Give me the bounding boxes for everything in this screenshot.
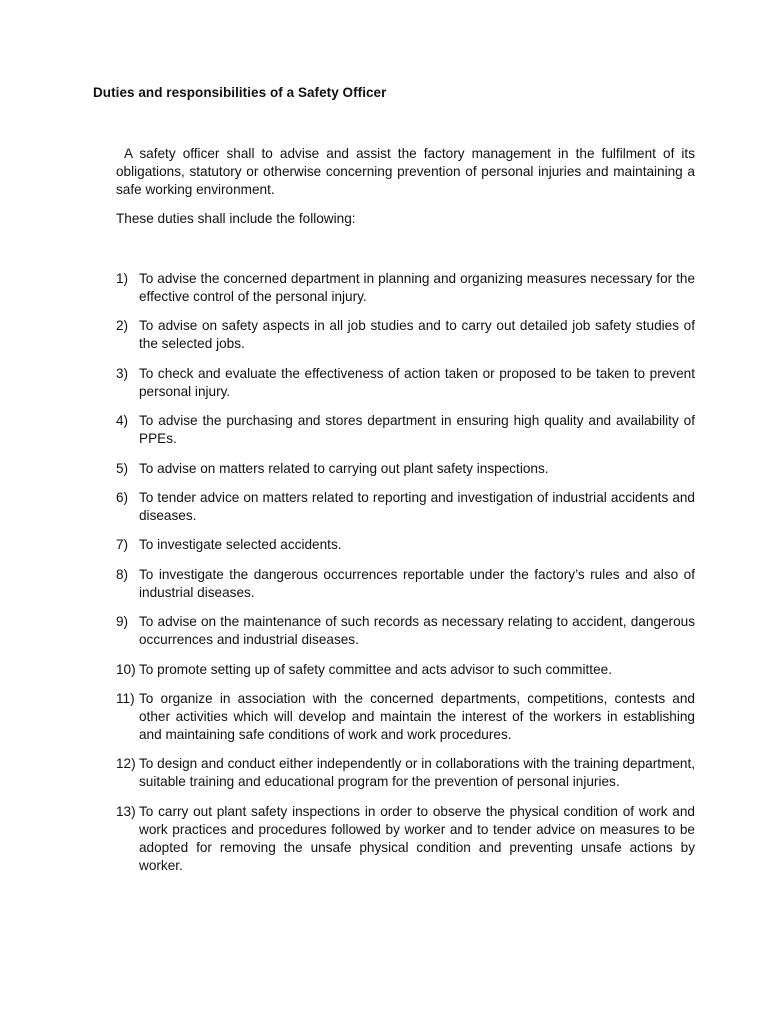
list-item-number: 6) <box>116 489 129 505</box>
list-item <box>116 803 695 875</box>
list-item-text: To advise the concerned department in planning and organizing measures necessary for the effective control of the personal injury. <box>139 271 695 304</box>
list-item-number: 7) <box>116 537 129 553</box>
list-item-number: 12) <box>116 756 136 772</box>
list-item <box>116 613 695 649</box>
list-item-text: To check and evaluate the effectiveness of action taken or proposed to be taken to prevent personal injury. <box>139 365 695 399</box>
list-item-text: To organize in association with the concerned departments, competitions, contests and other activities which will develop and maintain the interest of the workers in establishing and maintaining safe conditions of work and work procedures. <box>139 690 695 742</box>
list-item-text: To investigate the dangerous occurrences reportable under the factory’s rules and also of industrial diseases. <box>139 566 695 600</box>
intro-paragraph: A safety officer shall to advise and assist the factory management in the fulfilment of its obligations, statutory or otherwise concerning prevention of personal injuries and maintaining a safe working environment. <box>116 146 695 197</box>
list-item <box>116 690 695 744</box>
list-item <box>116 460 695 478</box>
list-item-text: To promote setting up of safety committee and acts advisor to such committee. <box>139 661 612 677</box>
list-item-number: 4) <box>116 413 129 429</box>
list-item <box>116 661 695 679</box>
list-item-text: To advise on the maintenance of such records as necessary relating to accident, dangerous occurrences and industrial diseases. <box>139 614 695 648</box>
list-item-number: 1) <box>116 271 129 286</box>
list-item-text: To advise on safety aspects in all job studies and to carry out detailed job safety studies of the selected jobs. <box>139 318 695 352</box>
list-item-text: To investigate selected accidents. <box>139 537 342 553</box>
list-item-number: 9) <box>116 614 129 630</box>
list-item <box>116 365 695 401</box>
list-item-text: To advise the purchasing and stores department in ensuring high quality and availability of PPEs. <box>139 413 695 447</box>
list-item <box>116 412 695 448</box>
list-item-number: 2) <box>116 318 129 334</box>
list-item <box>116 489 695 525</box>
list-item-text: To advise on matters related to carrying out plant safety inspections. <box>139 460 549 476</box>
list-item-number: 5) <box>116 460 129 476</box>
lead-paragraph: These duties shall include the following: <box>116 211 356 226</box>
list-item <box>116 536 695 554</box>
list-item <box>116 755 695 791</box>
list-item-text: To design and conduct either independently or in collaborations with the training department, suitable training and educational program for the prevention of personal injuries. <box>139 756 695 790</box>
list-item-text: To carry out plant safety inspections in order to observe the physical condition of work and work practices and procedures followed by worker and to tender advice on measures to be adopted for removing the unsafe physical condition and preventing unsafe actions by worker. <box>139 803 695 873</box>
list-item-number: 13) <box>116 803 136 819</box>
list-item-number: 3) <box>116 365 129 381</box>
list-item-number: 10) <box>116 661 136 677</box>
list-item-text: To tender advice on matters related to reporting and investigation of industrial accidents and diseases. <box>139 489 695 523</box>
duties-list <box>116 270 695 886</box>
list-item <box>116 317 695 353</box>
list-item-number: 8) <box>116 566 129 582</box>
document-title: Duties and responsibilities of a Safety Officer <box>93 85 387 100</box>
list-item-number: 11) <box>116 690 135 706</box>
list-item <box>116 270 695 306</box>
list-item <box>116 566 695 602</box>
